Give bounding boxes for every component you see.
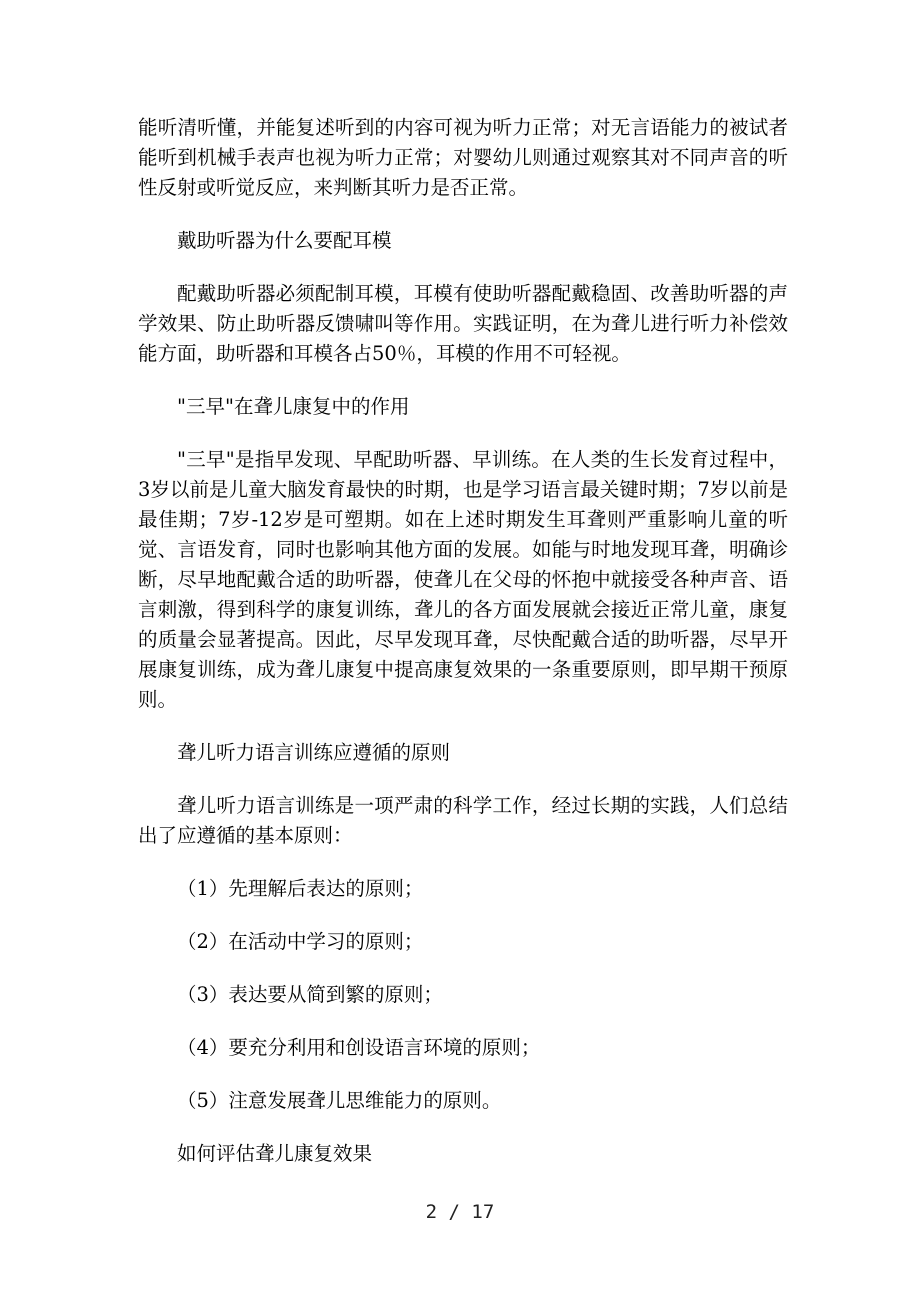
heading-training-principles: 聋儿听力语言训练应遵循的原则 [177, 741, 451, 764]
principle-item-5: （5）注意发展聋儿思维能力的原则。 [177, 1089, 502, 1112]
paragraph-earmold-importance: 配戴助听器必须配制耳模，耳模有使助听器配戴稳固、改善助听器的声学效果、防止助听器反馈啸叫等作用。实践证明，在为聋儿进行听力补偿效能方面，助听器和耳模各占50％，耳模的作用不可轻视。 [138, 282, 788, 365]
paragraph-hearing-normal-criteria: 能听清听懂，并能复述听到的内容可视为听力正常；对无言语能力的被试者能听到机械手表声也视为听力正常；对婴幼儿则通过观察其对不同声音的听性反射或听觉反应，来判断其听力是否正常。 [138, 116, 788, 199]
document-body [138, 113, 788, 1192]
heading-evaluate-effect: 如何评估聋儿康复效果 [177, 1142, 373, 1165]
heading-three-early: "三早"在聋儿康复中的作用 [177, 395, 410, 418]
paragraph-training-intro: 聋儿听力语言训练是一项严肃的科学工作，经过长期的实践，人们总结出了应遵循的基本原则： [138, 794, 788, 847]
principle-item-2: （2）在活动中学习的原则； [177, 930, 424, 953]
heading-why-earmold: 戴助听器为什么要配耳模 [177, 229, 392, 252]
principle-item-1: （1）先理解后表达的原则； [177, 877, 424, 900]
principle-item-4: （4）要充分利用和创设语言环境的原则； [177, 1036, 541, 1059]
principle-item-3: （3）表达要从简到繁的原则； [177, 983, 443, 1006]
page-number: 2 / 17 [425, 1201, 495, 1223]
paragraph-three-early: "三早"是指早发现、早配助听器、早训练。在人类的生长发育过程中，3岁以前是儿童大脑发育最快的时期，也是学习语言最关键时期；7岁以前是最佳期；7岁-12岁是可塑期。如在上述时期发生耳聋则严重影响儿童的听觉、言语发育，同时也影响其他方面的发展。如能与时地发现耳聋，明确诊断，尽早地配戴合适的助听器，使聋儿在父母的怀抱中就接受各种声音、语言刺激，得到科学的康复训练，聋儿的各方面发展就会接近正常儿童，康复的质量会显著提高。因此，尽早发现耳聋，尽快配戴合适的助听器，尽早开展康复训练，成为聋儿康复中提高康复效果的一条重要原则，即早期干预原则。 [138, 448, 788, 711]
